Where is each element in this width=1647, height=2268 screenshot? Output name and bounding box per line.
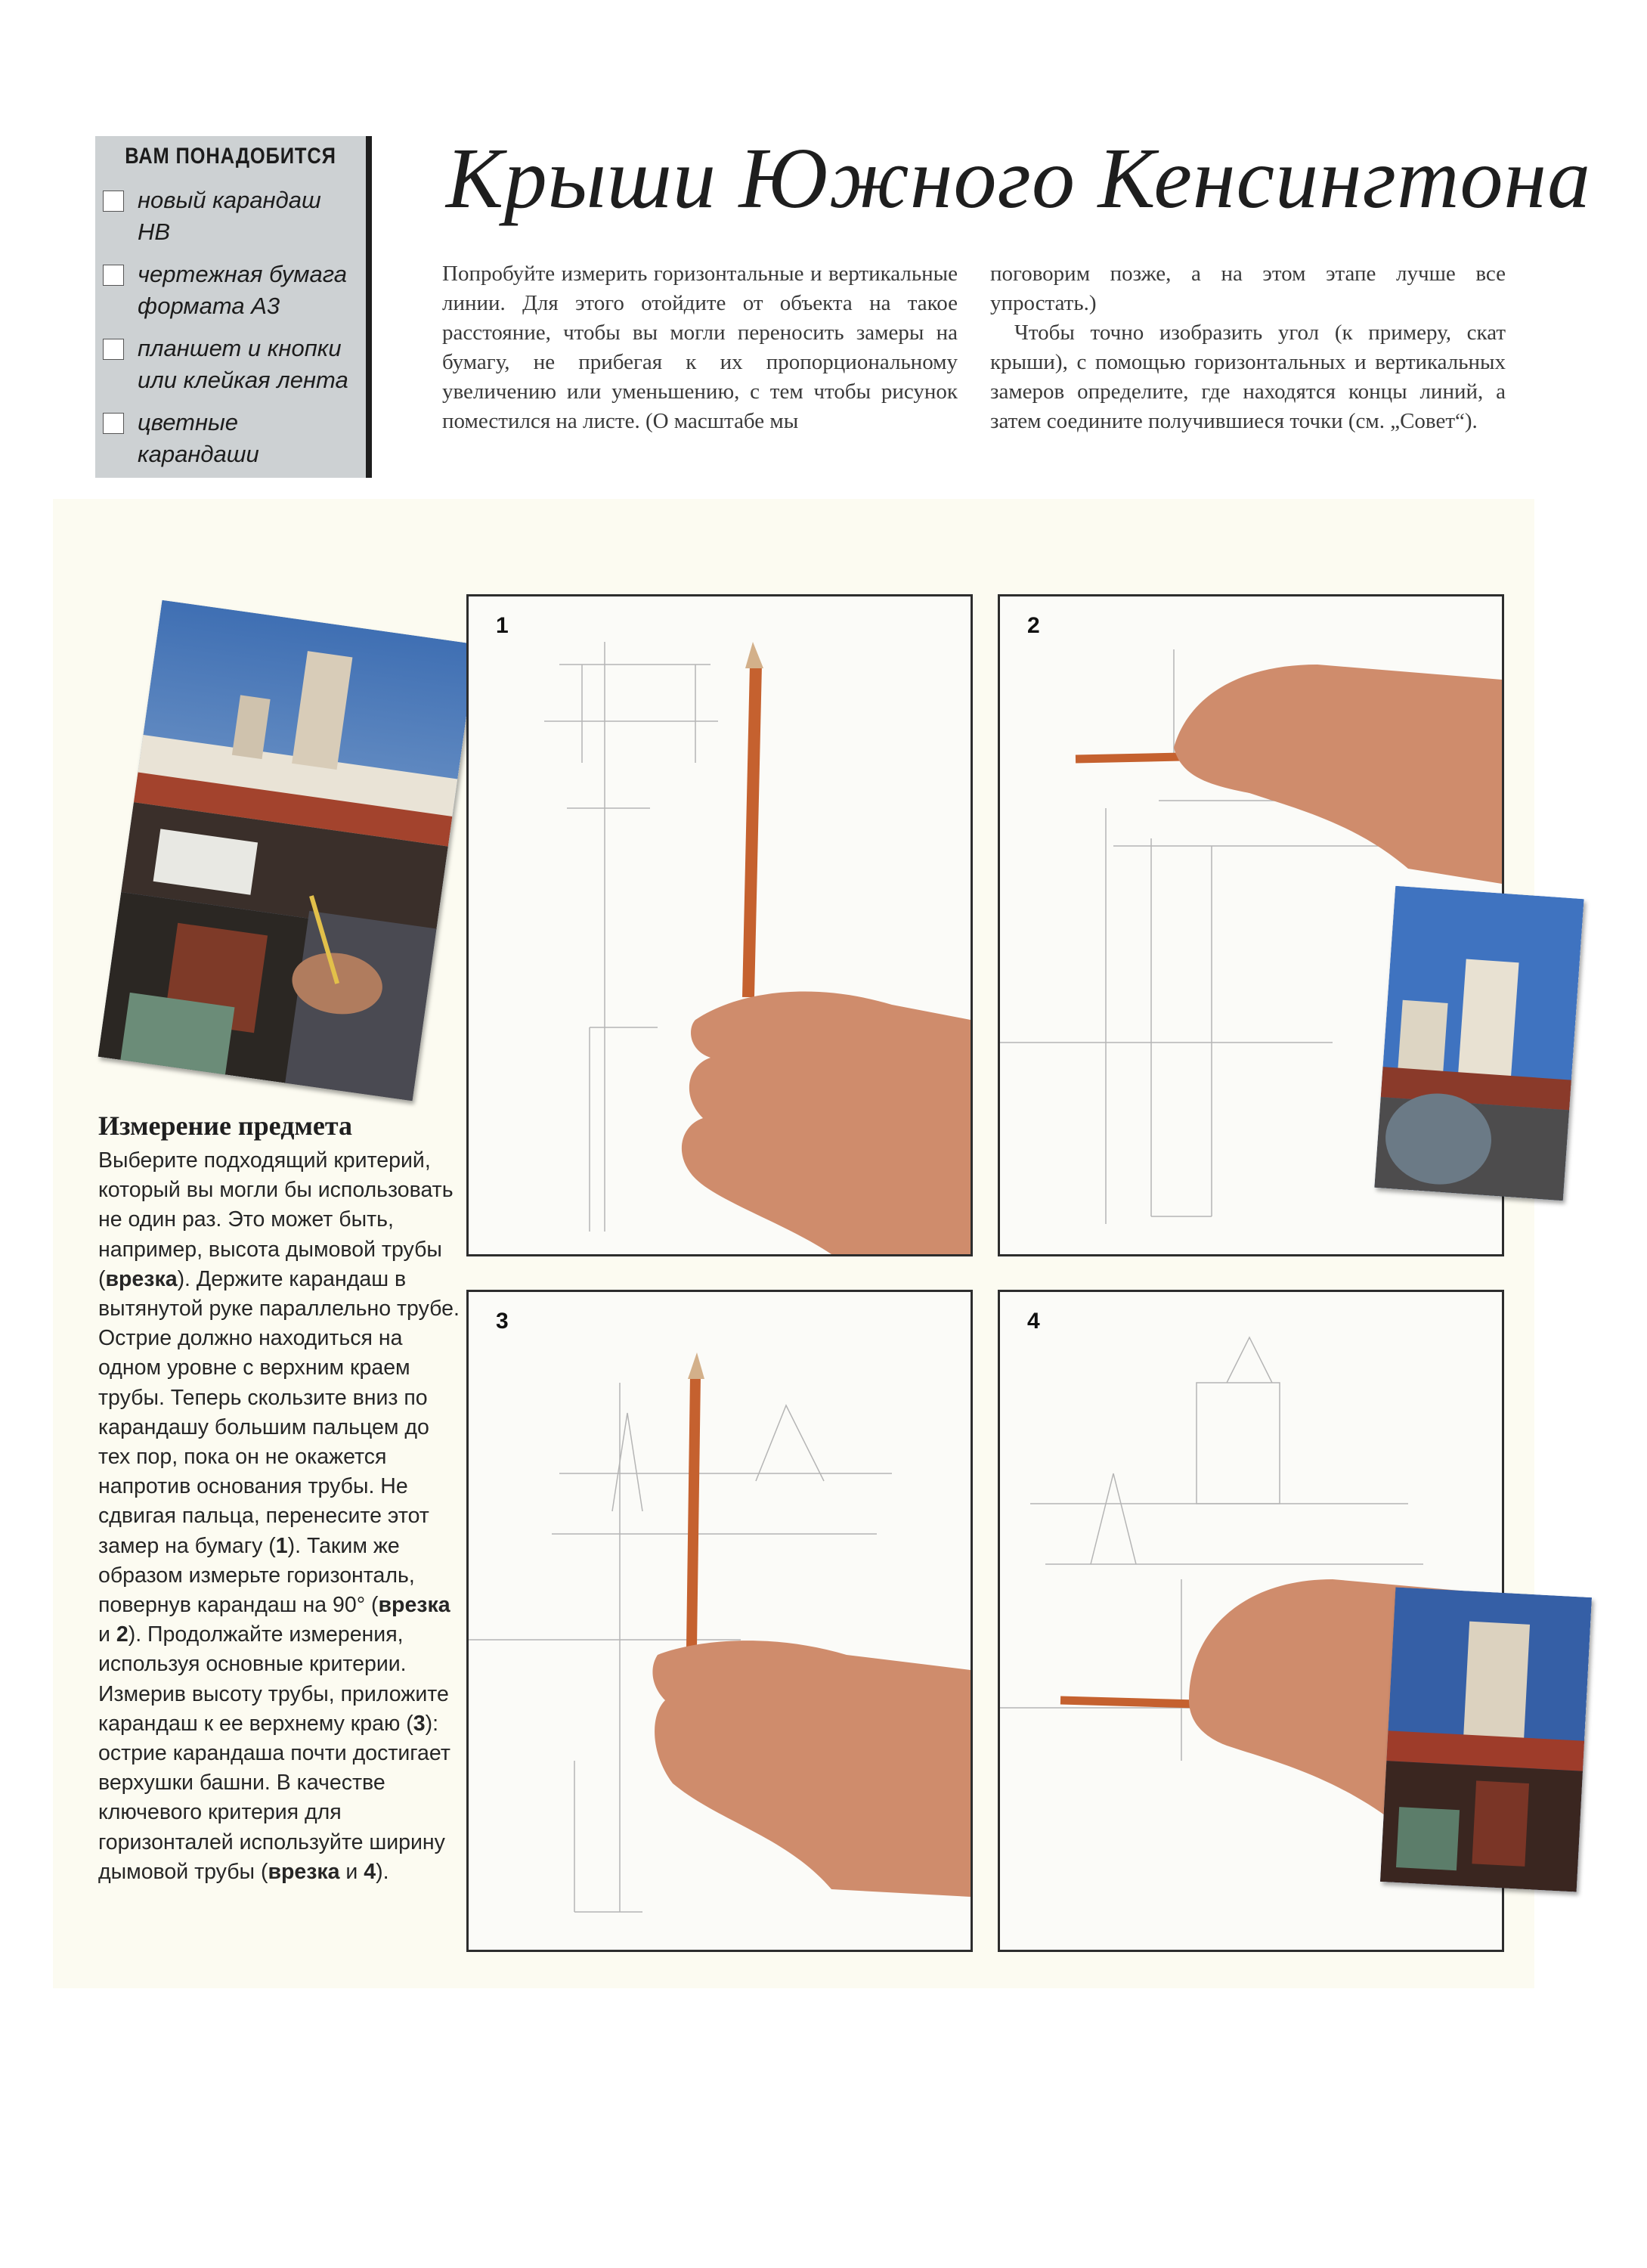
page-title: Крыши Южного Кенсингтона [446,130,1592,226]
step-number: 1 [496,613,509,638]
material-item [103,333,360,396]
text-run-bold: 3 [413,1711,426,1736]
material-line: формата А3 [138,293,280,319]
checkbox-icon [103,265,124,286]
rooftop-inset-image [1380,1587,1592,1892]
intro-paragraph: Попробуйте измерить горизонтальные и вертикальные линии. Для этого отойдите от объекта на такое расстояние, чтобы вы могли переносить замеры на бумагу, не прибегая к их пропорциональному увеличению или уменьшению, с тем чтобы рисунок поместился на листе. (О масштабе мы [442,262,958,433]
text-run: ). [376,1859,389,1884]
material-line: планшет и кнопки [138,335,342,361]
text-run-bold: 4 [364,1859,376,1884]
materials-box [95,136,372,478]
measure-text [98,1146,461,1887]
material-line: новый карандаш [138,187,321,213]
intro-column-2 [990,259,1506,436]
material-item [103,184,360,248]
checkbox-icon [103,339,124,360]
text-run: ). Таким же образом измерьте горизонталь, повернув карандаш на 90° ( [98,1533,415,1618]
step-panel-1 [466,594,973,1256]
inset-photo-2 [1380,1587,1592,1892]
checkbox-icon [103,191,124,212]
tower-photo-image [1374,886,1584,1201]
step-panel-3 [466,1290,973,1952]
material-line: или клейкая лента [138,367,348,393]
step-number: 4 [1027,1309,1040,1334]
step-3-illustration [469,1292,971,1950]
text-run-bold: 2 [116,1622,128,1647]
materials-title: ВАМ ПОНАДОБИТСЯ [125,144,336,169]
material-item [103,259,360,322]
material-line: цветные [138,409,239,435]
step-number: 3 [496,1309,509,1334]
text-run: и [98,1622,116,1647]
intro-paragraph: Чтобы точно изобразить угол (к примеру, скат крыши), с помощью горизонтальных и вертикальных замеров определите, где находятся концы линий, а затем соедините получившиеся точки (см. „Совет“). [990,321,1506,433]
text-run-bold: врезка [268,1859,340,1884]
text-run-bold: врезка [105,1266,178,1291]
text-run: ): острие карандаша почти достигает верхушки башни. В качестве ключевого критерия для горизонталей используйте ширину дымовой трубы ( [98,1711,450,1884]
material-line: чертежная бумага [138,261,347,287]
step-number: 2 [1027,613,1040,638]
text-run-bold: 1 [275,1533,288,1558]
intro-paragraph: поговорим позже, а на этом этапе лучше все упростать.) [990,262,1506,315]
text-run: Выберите подходящий критерий, который вы могли бы использовать не один раз. Это может быть, например, высота дымовой трубы ( [98,1148,454,1291]
rooftop-photo-image [98,600,477,1101]
inset-photo-1 [1374,886,1584,1201]
text-run: и [339,1859,364,1884]
reference-photo [98,600,477,1101]
material-line: НВ [138,218,171,245]
measure-heading: Измерение предмета [98,1111,353,1141]
text-run: ). Держите карандаш в вытянутой руке параллельно трубе. Острие должно находиться на одном уровне с верхним краем трубы. Теперь скользите вниз по карандашу большим пальцем до тех пор, пока он не окажется напротив основания трубы. Не сдвигая пальца, перенесите этот замер на бумагу ( [98,1266,460,1558]
intro-column-1 [442,259,958,436]
step-1-illustration [469,596,971,1254]
material-line: карандаши [138,441,259,467]
material-item [103,407,360,470]
text-run-bold: врезка [378,1593,450,1618]
text-run: ). Продолжайте измерения, используя основные критерии. Измерив высоту трубы, приложите карандаш к ее верхнему краю ( [98,1622,449,1736]
checkbox-icon [103,413,124,434]
